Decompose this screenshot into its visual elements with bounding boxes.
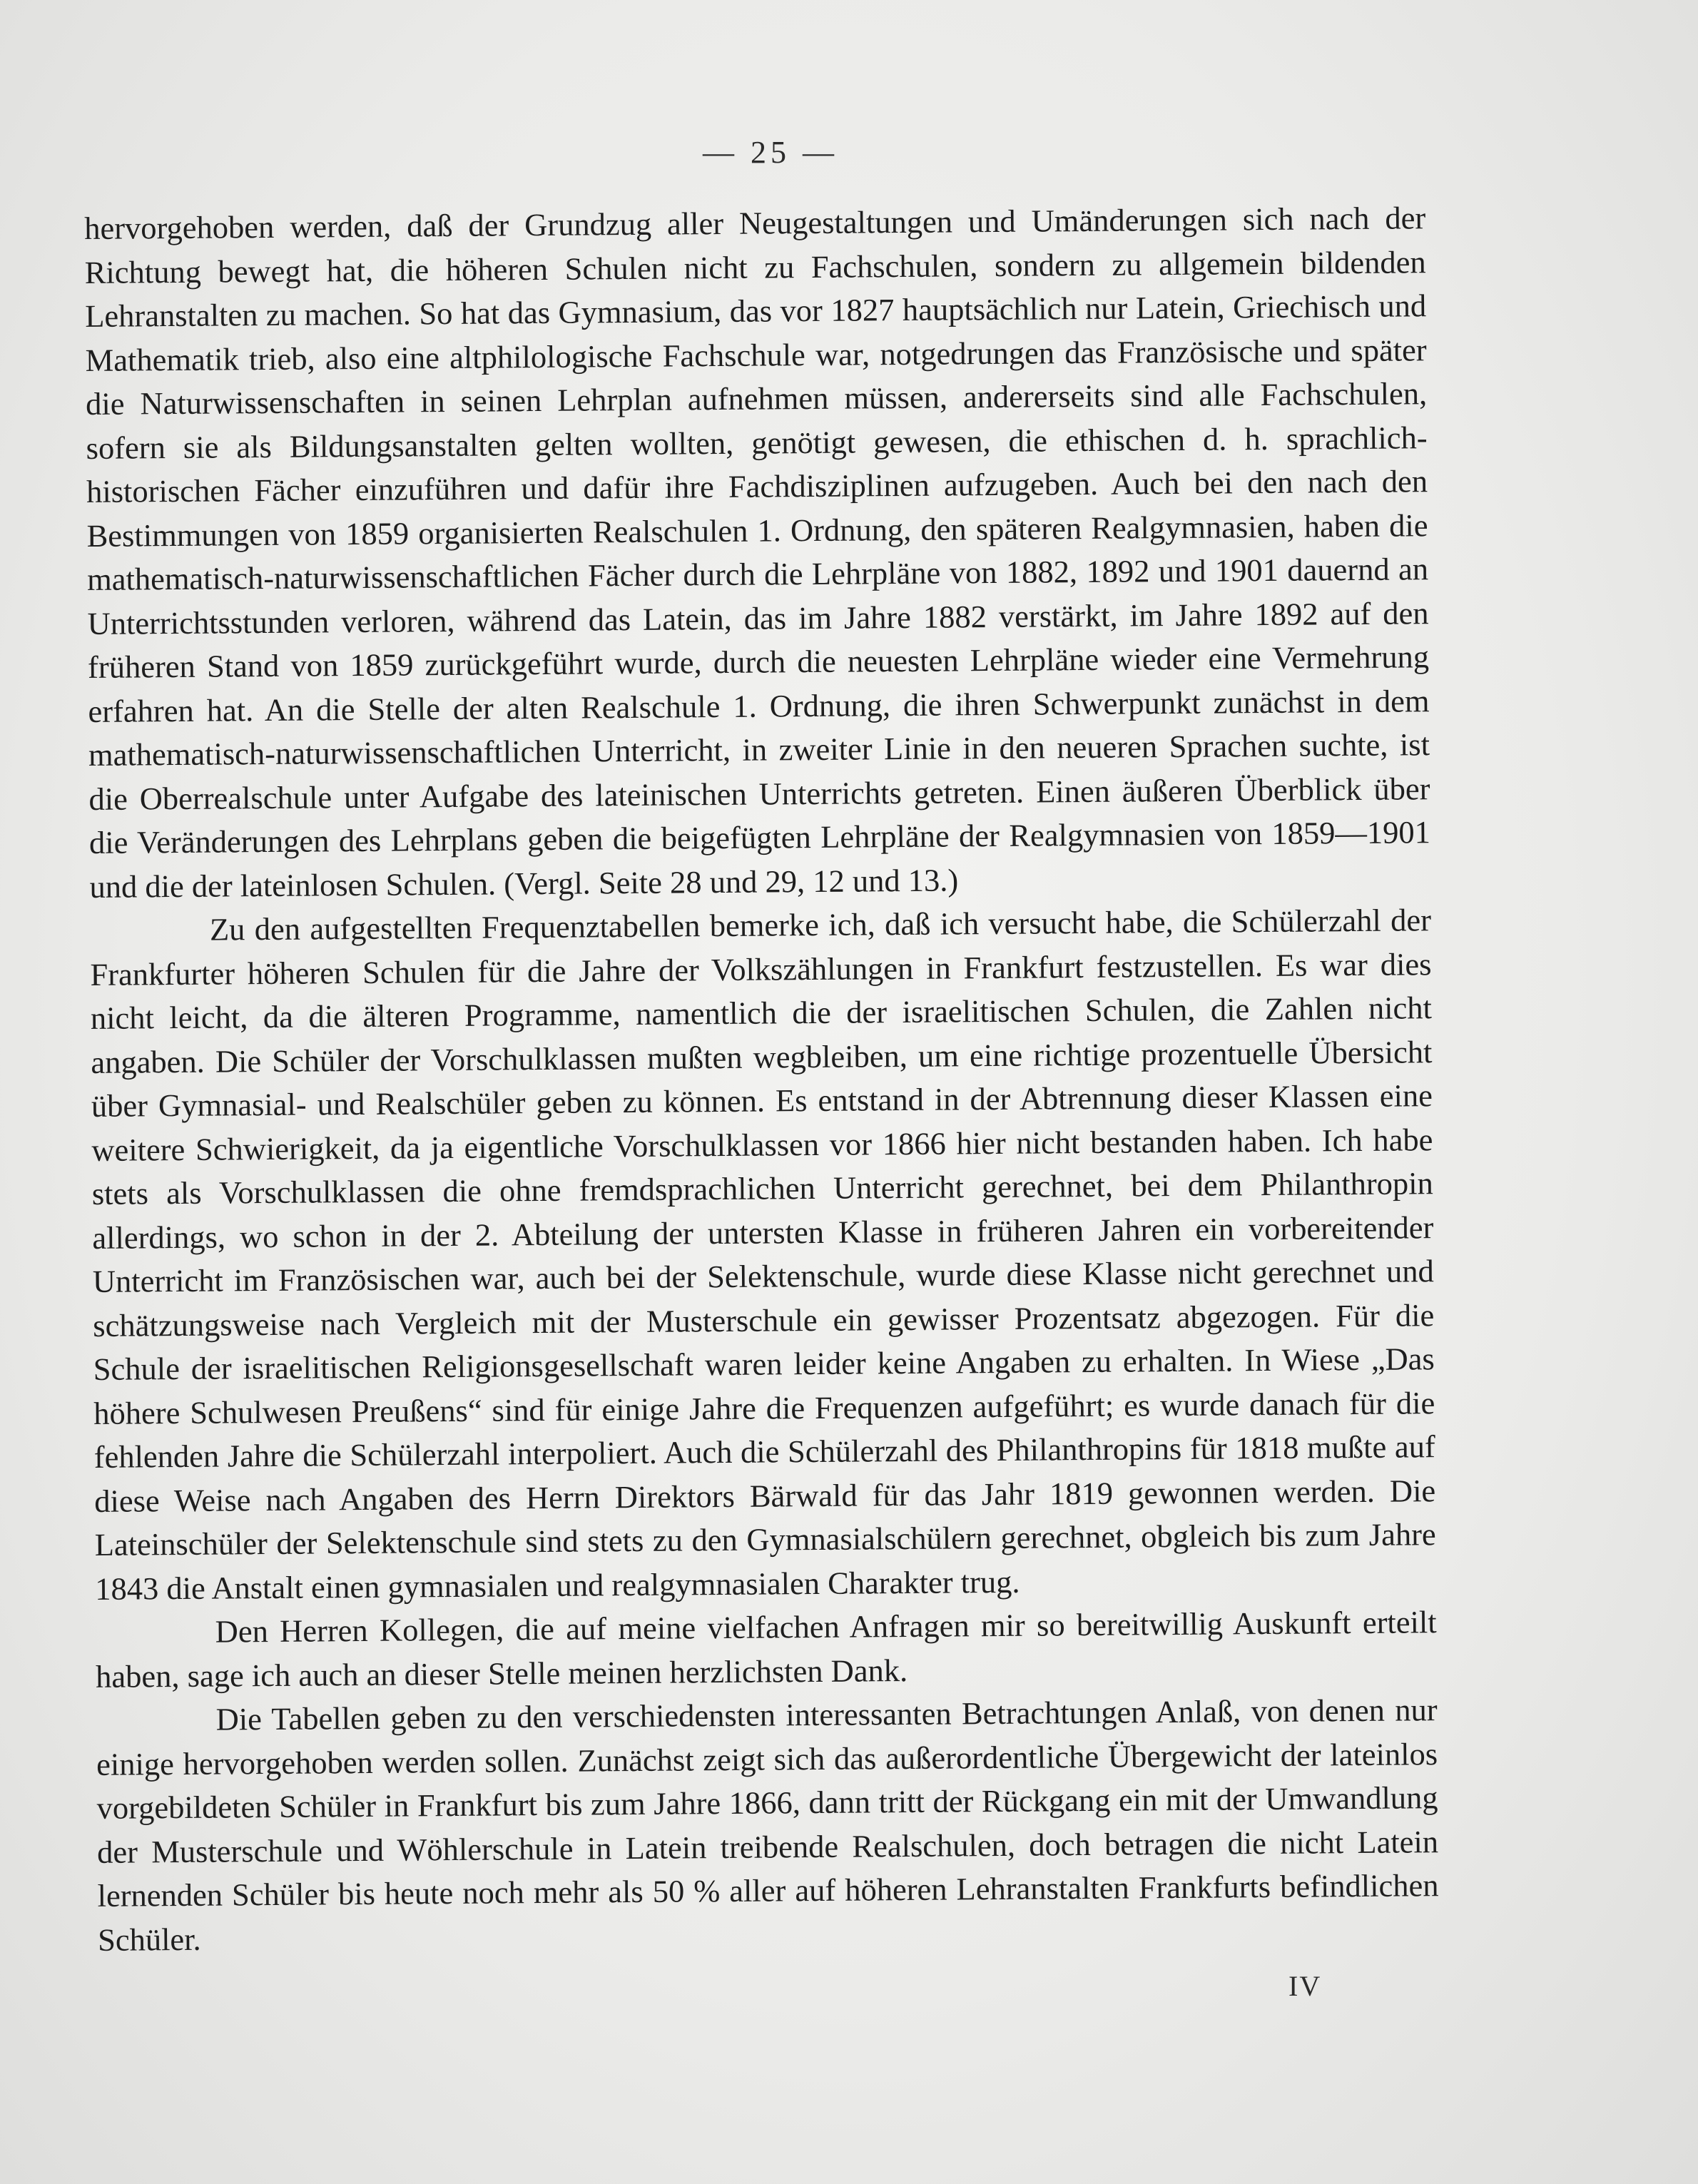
paragraph-2: Zu den aufgestellten Frequenztabellen bemerke ich, daß ich versucht habe, die Schülerzahl der Frankfurter höheren Schulen für die Jahre der Volkszählungen in Frankfurt festzustellen. Es war dies nicht leicht, da die älteren Programme, namentlich die der israelitischen Schulen, die Zahlen nicht angaben. Die Schüler der Vorschulklassen mußten wegbleiben, um eine richtige prozentuelle Übersicht über Gymnasial- und Realschüler geben zu können. Es entstand in der Abtrennung dieser Klassen eine weitere Schwierigkeit, da ja eigentliche Vorschulklassen vor 1866 hier nicht bestanden haben. Ich habe stets als Vorschulklassen die ohne fremdsprachlichen Unterricht gerechnet, bei dem Philanthropin allerdings, wo schon in der 2. Abteilung der untersten Klasse in früheren Jahren ein vorbereitender Unterricht im Französischen war, auch bei der Selektenschule, wurde diese Klasse nicht gerechnet und schätzungsweise nach Vergleich mit der Musterschule ein gewisser Prozentsatz abgezogen. Für die Schule der israelitischen Religionsgesellschaft waren leider keine Angaben zu erhalten. In Wiese „Das höhere Schulwesen Preußens“ sind für einige Jahre die Frequenzen aufgeführt; es wurde danach für die fehlenden Jahre die Schülerzahl interpoliert. Auch die Schülerzahl des Philanthropins für 1818 mußte auf diese Weise nach Angaben des Herrn Direktors Bärwald für das Jahr 1819 gewonnen werden. Die Lateinschüler der Selektenschule sind stets zu den Gymnasialschülern gerechnet, obgleich bis zum Jahre 1843 die Anstalt einen gymnasialen und realgymnasialen Charakter trug. bbox=[90, 902, 1436, 1607]
sheet-signature-mark: IV bbox=[1288, 1970, 1322, 2002]
body-text bbox=[84, 196, 1439, 1962]
page-number: — 25 — bbox=[703, 135, 838, 170]
paragraph-3: Den Herren Kollegen, die auf meine vielfachen Anfragen mir so bereitwillig Auskunft erteilt haben, sage ich auch an dieser Stelle meinen herzlichsten Dank. bbox=[95, 1604, 1437, 1695]
paragraph-1: hervorgehoben werden, daß der Grundzug aller Neugestaltungen und Umänderungen sich nach der Richtung bewegt hat, die höheren Schulen nicht zu Fachschulen, sondern zu allgemein bildenden Lehranstalten zu machen. So hat das Gymnasium, das vor 1827 hauptsächlich nur Latein, Griechisch und Mathematik trieb, also eine altphilologische Fachschule war, notgedrungen das Französische und später die Naturwissenschaften in seinen Lehrplan aufnehmen müssen, andererseits sind alle Fachschulen, sofern sie als Bildungsanstalten gelten wollten, genötigt gewesen, die ethischen d. h. sprachlich-historischen Fächer einzuführen und dafür ihre Fachdisziplinen aufzugeben. Auch bei den nach den Bestimmungen von 1859 organisierten Realschulen 1. Ordnung, den späteren Realgymnasien, haben die mathematisch-naturwissenschaftlichen Fächer durch die Lehrpläne von 1882, 1892 und 1901 dauernd an Unterrichtsstunden verloren, während das Latein, das im Jahre 1882 verstärkt, im Jahre 1892 auf den früheren Stand von 1859 zurückgeführt wurde, durch die neuesten Lehrpläne wieder eine Vermehrung erfahren hat. An die Stelle der alten Realschule 1. Ordnung, die ihren Schwerpunkt zunächst in dem mathematisch-naturwissenschaftlichen Unterricht, in zweiter Linie in den neueren Sprachen suchte, ist die Oberrealschule unter Aufgabe des lateinischen Unterrichts getreten. Einen äußeren Überblick über die Veränderungen des Lehrplans geben die beigefügten Lehrpläne der Realgymnasien von 1859—1901 und die der lateinlosen Schulen. (Vergl. Seite 28 und 29, 12 und 13.) bbox=[84, 200, 1431, 905]
paragraph-4: Die Tabellen geben zu den verschiedensten interessanten Betrachtungen Anlaß, von denen nur einige hervorgehoben werden sollen. Zunächst zeigt sich das außerordentliche Übergewicht der lateinlos vorgebildeten Schüler in Frankfurt bis zum Jahre 1866, dann tritt der Rückgang ein mit der Umwandlung der Musterschule und Wöhlerschule in Latein treibende Realschulen, doch betragen die nicht Latein lernenden Schüler bis heute noch mehr als 50 % aller auf höheren Lehranstalten Frankfurts befindlichen Schüler. bbox=[96, 1692, 1439, 1958]
